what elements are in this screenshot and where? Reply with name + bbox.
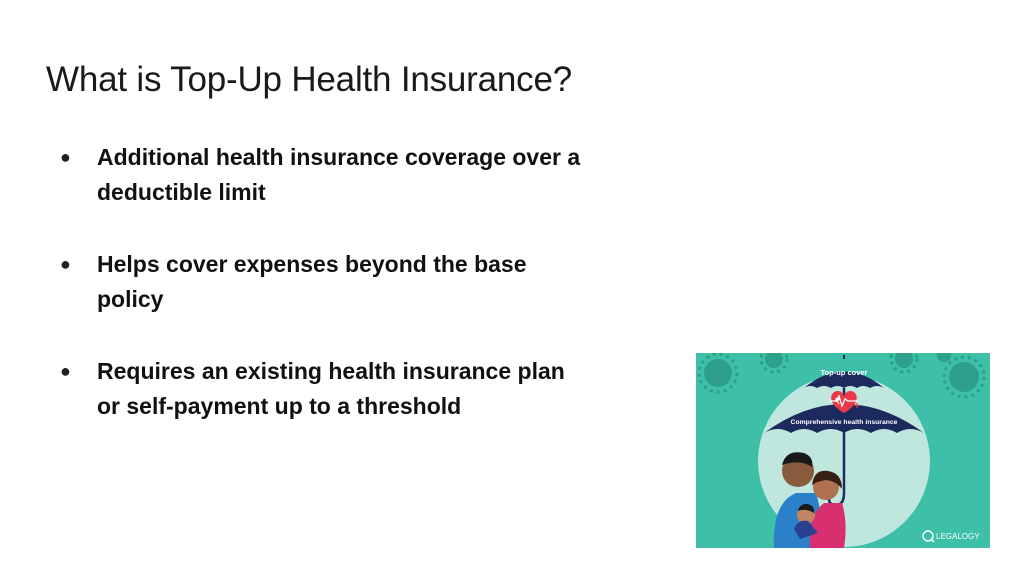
slide-title: What is Top-Up Health Insurance? [46, 60, 572, 99]
bullet-text-line2: deductible limit [97, 179, 266, 205]
illustration-svg [696, 353, 990, 548]
bullet-icon: ● [60, 254, 71, 274]
bullet-text-line1: Additional health insurance coverage over a [97, 144, 581, 170]
umbrella-illustration [696, 353, 990, 548]
bullet-item [60, 354, 660, 424]
bullet-icon: ● [60, 361, 71, 381]
svg-text:₹: ₹ [835, 397, 841, 406]
bullet-text-line2: or self-payment up to a threshold [97, 393, 462, 419]
topup-cover-label: Top-up cover [820, 368, 868, 377]
comprehensive-insurance-label: Comprehensive health insurance [790, 419, 898, 426]
bullet-text-line1: Requires an existing health insurance plan [97, 358, 565, 384]
bullet-list [60, 140, 660, 461]
bullet-item [60, 247, 660, 317]
bullet-text-line2: policy [97, 286, 164, 312]
svg-text:+: + [854, 401, 860, 412]
bullet-item [60, 140, 660, 210]
watermark-text: LEGALOGY [936, 532, 980, 541]
bullet-icon: ● [60, 147, 71, 167]
bullet-text-line1: Helps cover expenses beyond the base [97, 251, 527, 277]
